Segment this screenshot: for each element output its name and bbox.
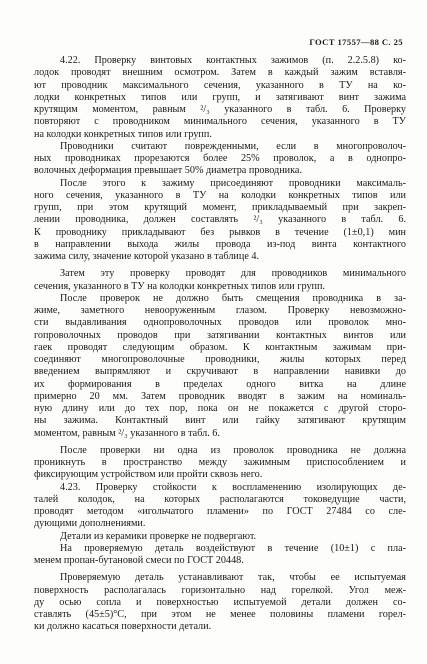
text-line: Затем эту проверку проводят для проводников минимального: [60, 268, 406, 280]
text-line: ны зажима. Контактный винт или гайку затягивают крутящим: [34, 415, 406, 427]
page-header: ГОСТ 17557—88 С. 25: [309, 37, 403, 47]
text-line: Детали из керамики проверке не подвергают.: [60, 530, 257, 542]
text-line: После проверки ни одна из проволок проводника не должна: [60, 444, 406, 456]
text-line: моментом, равным ²/₃ указанного в табл. 6.: [34, 427, 220, 439]
text-line: Проводники считают поврежденными, если в многопроволоч-: [60, 140, 406, 152]
text-line: крутящим моментом, равным ²/₃ указанного в табл. 6. Проверку: [34, 104, 406, 115]
text-line: поверхность располагалась горизонтально над горелкой. Угол меж-: [34, 584, 406, 596]
paragraph-no-wire-penetration: [34, 445, 406, 482]
text-line: на колодки конкретных типов или групп.: [34, 128, 212, 140]
paragraph-min-section: [34, 268, 406, 293]
text-line: лодки конкретных типов или групп, и затягивают винт зажима: [34, 91, 406, 103]
text-line: примерно 20 мм. Затем проводник вводят в зажим на номиналь-: [34, 390, 406, 402]
document-body: [34, 55, 406, 634]
text-line: зажима силу, значение которой указано в таблице 4.: [34, 251, 260, 262]
text-line: ют проводник максимального сечения, указанного в ТУ на ко-: [34, 79, 406, 91]
text-line: На проверяемую деталь воздействуют в течение (10±1) с пла-: [60, 542, 406, 554]
text-line: повторяют с проводником минимального сечения, указанного в ТУ: [34, 116, 406, 128]
text-line: гаек проводят следующим образом. К контактным зажимам при-: [34, 341, 406, 353]
paragraph-part-positioning: [34, 572, 406, 633]
text-line: менем пропан-бутановой смеси по ГОСТ 20448.: [34, 555, 244, 566]
text-line: проводят методом «игольчатого пламени» по ГОСТ 27484 со сле-: [34, 506, 406, 517]
text-line: ставлять (45±5)°С, при этом не менее половины пламени горел-: [34, 609, 406, 620]
text-line: К проводнику прикладывают без рывков в течение (1±0,1) мин: [34, 226, 406, 238]
text-line: сечения, указанного в ТУ на колодки конкретных типов или групп.: [34, 280, 325, 292]
text-line: ду осью сопла и поверхностью испытуемой детали должен со-: [34, 596, 406, 608]
paragraph-flame-exposure: [34, 543, 406, 568]
text-line: соединяют многопроволочные проводники, жилы которых перед: [34, 354, 406, 365]
paragraph-ceramics: [34, 531, 406, 543]
text-line: введением выпрямляют и скручивают в направлении навивки до: [34, 366, 406, 378]
text-line: фиксирующим устройством или пройти сквозь него.: [34, 469, 263, 481]
text-line: сти выдавливания однопроволочных проводов или проволок мно-: [34, 317, 406, 329]
text-line: Проверяемую деталь устанавливают так, чтобы ее испытуемая: [60, 572, 406, 584]
text-line: ную длину или до тех пор, пока он не покажется с другой сторо-: [34, 403, 406, 414]
text-line: жиме, заметного невооруженным глазом. Проверку невозможно-: [34, 305, 406, 316]
text-line: дующими дополнениями.: [34, 518, 146, 530]
text-line: гопроволочных проводов при затягивании контактных винтов или: [34, 329, 406, 341]
text-line: групп, при этом крутящий момент, прикладываемый при закреп-: [34, 202, 406, 213]
text-line: проникнуть в пространство между зажимным приспособлением и: [34, 457, 406, 468]
paragraph-displacement-check: [34, 293, 406, 440]
text-line: волочных деформация превышает 50% диаметра проводника.: [34, 165, 302, 177]
text-line: в направлении выхода жилы провода из-под винта контактного: [34, 238, 406, 250]
text-line: талей колодок, на которых располагаются токоведущие части,: [34, 493, 406, 505]
text-line: ных проводниках прорезаются более 25% проволок, а в однопро-: [34, 153, 406, 164]
text-line: После проверок не должно быть смещения проводника в за-: [60, 292, 406, 304]
paragraph-max-section: [34, 178, 406, 264]
text-line: ного сечения, указанного в ТУ на колодки конкретных типов или: [34, 189, 406, 201]
text-line: их формирования в пределах одного витка на длине: [34, 378, 406, 390]
text-line: 4.22. Проверку винтовых контактных зажимов (п. 2.2.5.8) ко-: [60, 55, 406, 66]
text-line: лодок проводят внешним осмотром. Затем в каждый зажим вставля-: [34, 67, 406, 79]
paragraph-damage-criteria: [34, 141, 406, 178]
text-line: После этого к зажиму присоединяют проводники максималь-: [60, 177, 406, 189]
paragraph-4-23: [34, 482, 406, 531]
paragraph-4-22: [34, 55, 406, 141]
text-line: ки должно касаться поверхности детали.: [34, 621, 212, 633]
text-line: лении проводника, должен составлять ²/₃ указанного в табл. 6.: [34, 214, 406, 226]
text-line: 4.23. Проверку стойкости к воспламенению изолирующих де-: [60, 481, 406, 493]
